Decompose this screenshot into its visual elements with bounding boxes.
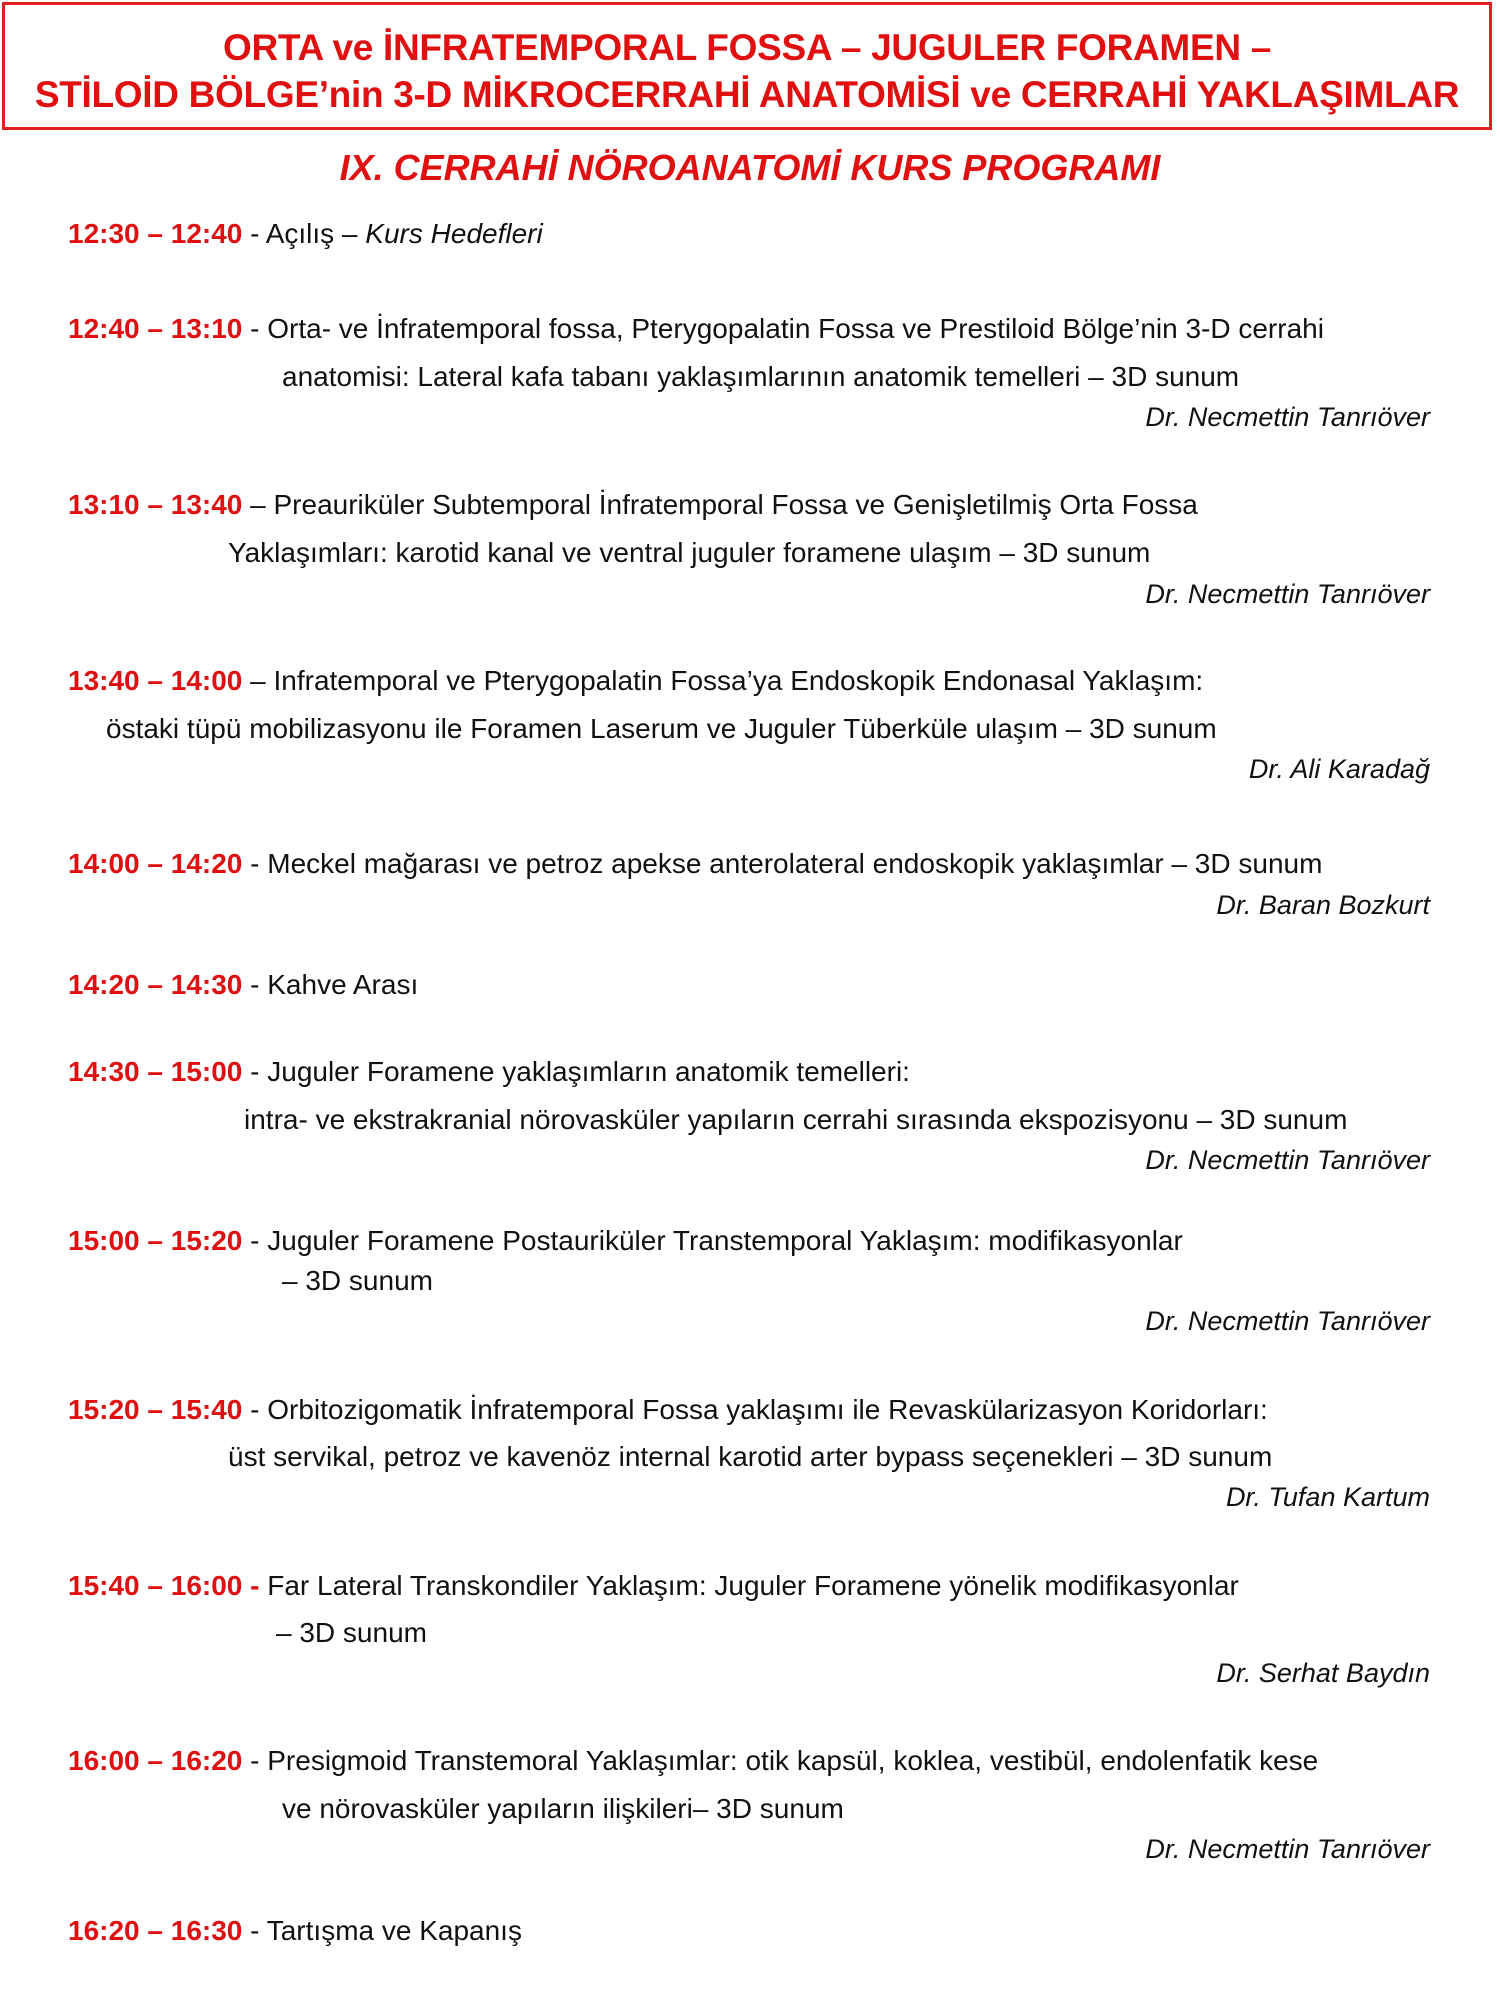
- session-8-line-2: üst servikal, petroz ve kavenöz internal karotid arter bypass seçenekleri – 3D sunum: [228, 1441, 1273, 1472]
- session-0-line: [68, 216, 543, 252]
- session-10-speaker: Dr. Necmettin Tanrıöver: [1145, 1834, 1430, 1864]
- session-6-text-1: - Juguler Foramene yaklaşımların anatomik temelleri:: [242, 1056, 910, 1087]
- session-5-text-1: - Kahve Arası: [242, 969, 419, 1000]
- session-5-line-1: [68, 967, 418, 1003]
- title-box: [2, 2, 1492, 130]
- session-6-speaker: Dr. Necmettin Tanrıöver: [1145, 1145, 1430, 1175]
- session-8-time: 15:20 – 15:40: [68, 1394, 243, 1425]
- session-11-time: 16:20 – 16:30: [68, 1915, 243, 1946]
- session-3-time: 13:40 – 14:00: [68, 665, 243, 696]
- session-7-time: 15:00 – 15:20: [68, 1225, 243, 1256]
- session-7-speaker: Dr. Necmettin Tanrıöver: [1145, 1306, 1430, 1336]
- session-6-line-1: [68, 1054, 910, 1090]
- session-6-line-2: intra- ve ekstrakranial nörovasküler yapıların cerrahi sırasında ekspozisyonu – 3D sunum: [244, 1104, 1348, 1135]
- session-2-line-2: Yaklaşımları: karotid kanal ve ventral juguler foramene ulaşım – 3D sunum: [228, 537, 1151, 568]
- session-7-text-1: - Juguler Foramene Postauriküler Transtemporal Yaklaşım: modifikasyonlar: [242, 1225, 1183, 1256]
- session-0-time: 12:30 – 12:40: [68, 218, 243, 249]
- session-2-time: 13:10 – 13:40: [68, 489, 243, 520]
- session-4-line-1: [68, 846, 1322, 882]
- session-1-time: 12:40 – 13:10: [68, 313, 243, 344]
- session-11-text-1: - Tartışma ve Kapanış: [242, 1915, 522, 1946]
- session-10-text-1: - Presigmoid Transtemoral Yaklaşımlar: otik kapsül, koklea, vestibül, endolenfatik kese: [242, 1745, 1319, 1776]
- session-9-line-1: [68, 1568, 1239, 1604]
- session-4-time: 14:00 – 14:20: [68, 848, 243, 879]
- session-2-text-1: – Preauriküler Subtemporal İnfratemporal Fossa ve Genişletilmiş Orta Fossa: [242, 489, 1198, 520]
- session-0-topic: Kurs Hedefleri: [365, 218, 543, 249]
- session-4-speaker: Dr. Baran Bozkurt: [1216, 890, 1430, 920]
- session-3-line-1: [68, 663, 1203, 699]
- session-10-line-1: [68, 1743, 1318, 1779]
- session-6-time: 14:30 – 15:00: [68, 1056, 243, 1087]
- title-line-1: ORTA ve İNFRATEMPORAL FOSSA – JUGULER FORAMEN –: [222, 27, 1272, 68]
- session-11-line-1: [68, 1913, 522, 1949]
- session-0-sep: - Açılış –: [242, 218, 366, 249]
- session-8-speaker: Dr. Tufan Kartum: [1225, 1482, 1430, 1512]
- session-10-line-2: ve nörovasküler yapıların ilişkileri– 3D sunum: [282, 1793, 844, 1824]
- title-line-2: STİLOİD BÖLGE’nin 3-D MİKROCERRAHİ ANATOMİSİ ve CERRAHİ YAKLAŞIMLAR: [34, 74, 1460, 115]
- session-9-line-2: – 3D sunum: [276, 1617, 427, 1648]
- session-9-time: 15:40 – 16:00: [68, 1570, 243, 1601]
- session-3-text-1: – Infratemporal ve Pterygopalatin Fossa’ya Endoskopik Endonasal Yaklaşım:: [242, 665, 1204, 696]
- session-4-text-1: - Meckel mağarası ve petroz apekse anterolateral endoskopik yaklaşımlar – 3D sunum: [242, 848, 1323, 879]
- session-10-time: 16:00 – 16:20: [68, 1745, 243, 1776]
- session-8-line-1: [68, 1392, 1268, 1428]
- session-9-speaker: Dr. Serhat Baydın: [1216, 1658, 1430, 1688]
- session-3-speaker: Dr. Ali Karadağ: [1248, 754, 1430, 784]
- session-3-line-2: östaki tüpü mobilizasyonu ile Foramen Laserum ve Juguler Tüberküle ulaşım – 3D sunum: [106, 713, 1217, 744]
- session-8-text-1: - Orbitozigomatik İnfratemporal Fossa yaklaşımı ile Revaskülarizasyon Koridorları:: [242, 1394, 1268, 1425]
- session-7-line-1: [68, 1223, 1183, 1259]
- page-subtitle: IX. CERRAHİ NÖROANATOMİ KURS PROGRAMI: [339, 147, 1161, 188]
- session-1-line-1: [68, 311, 1324, 347]
- session-7-line-2: – 3D sunum: [282, 1265, 433, 1296]
- session-1-text-1: - Orta- ve İnfratemporal fossa, Pterygopalatin Fossa ve Prestiloid Bölge’nin 3-D cerrahi: [242, 313, 1324, 344]
- session-5-time: 14:20 – 14:30: [68, 969, 243, 1000]
- session-1-speaker: Dr. Necmettin Tanrıöver: [1145, 402, 1430, 432]
- session-2-line-1: [68, 487, 1198, 523]
- session-2-speaker: Dr. Necmettin Tanrıöver: [1145, 579, 1430, 609]
- session-1-line-2: anatomisi: Lateral kafa tabanı yaklaşımlarının anatomik temelleri – 3D sunum: [282, 361, 1240, 392]
- session-9-text-1: Far Lateral Transkondiler Yaklaşım: Juguler Foramene yönelik modifikasyonlar: [259, 1570, 1239, 1601]
- session-9-time-tail: -: [242, 1570, 260, 1601]
